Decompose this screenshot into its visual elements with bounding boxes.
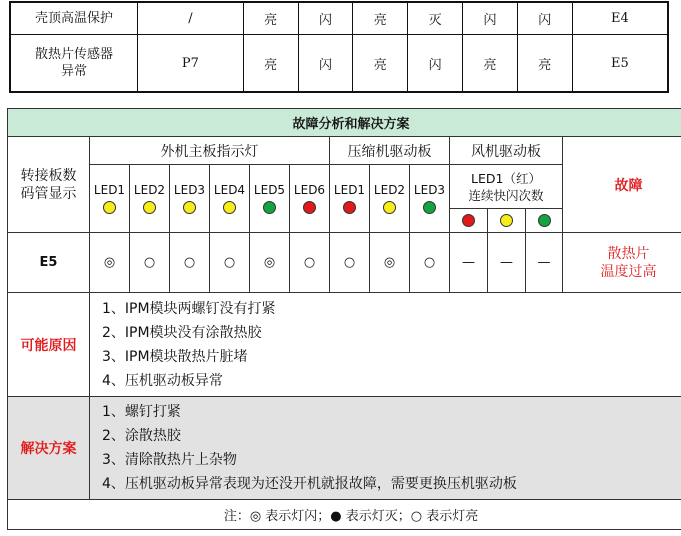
table-cell: 亮 [353,35,408,92]
led-label: LED1 [93,182,126,197]
led-state: ○ [330,233,370,293]
led-indicator-icon [303,201,316,214]
table-cell: 闪 [298,35,353,92]
led-state: ○ [170,233,210,293]
fan-led-header [450,165,563,209]
display-header-line: 转接板数 [20,167,77,184]
fault-analysis-table [7,108,681,530]
table-cell: 闪 [408,35,463,92]
led-indicator-icon [423,201,436,214]
led-cell [370,165,410,233]
fan-led-header-line: LED1（红） [471,170,541,186]
led-state: ◎ [370,233,410,293]
led-label: LED4 [213,182,246,197]
led-state: ◎ [90,233,130,293]
led-indicator-icon [538,214,551,227]
table-row [10,2,668,35]
table-title: 故障分析和解决方案 [8,109,681,137]
solutions-row [8,396,681,499]
led-indicator-icon [143,201,156,214]
solutions-list [90,396,681,499]
led-indicator-icon [103,201,116,214]
table-cell: 灭 [408,2,463,35]
led-label: LED2 [373,182,406,197]
state-row [8,233,681,293]
fault-header: 故障 [563,137,681,233]
led-indicator-icon [343,201,356,214]
led-state: ○ [210,233,250,293]
list-item: 2、涂散热胶 [102,427,181,444]
list-item: 2、IPM模块没有涂散热胶 [102,324,262,341]
fault-code: E5 [8,233,90,293]
led-cell [130,165,170,233]
fault-description-line: 温度过高 [600,263,657,280]
solutions-label: 解决方案 [8,396,90,499]
led-label: LED5 [253,182,286,197]
table-cell: 亮 [517,35,572,92]
list-item: 3、清除散热片上杂物 [102,451,237,468]
table-cell: 亮 [243,35,298,92]
led-state: ○ [290,233,330,293]
list-item: 1、螺钉打紧 [102,403,181,420]
led-indicator-icon [462,214,475,227]
table-cell: P7 [138,35,244,92]
table-cell: 亮 [353,2,408,35]
row-label [10,35,138,92]
table-cell: E4 [572,2,668,35]
led-indicator-icon [263,201,276,214]
row-label-line: 异常 [61,64,88,80]
table-cell: 闪 [298,2,353,35]
compressor-header: 压缩机驱动板 [330,137,450,165]
table-cell: E5 [572,35,668,92]
led-cell [210,165,250,233]
led-label: LED2 [133,182,166,197]
fan-led-cell [488,209,526,233]
list-item: 1、IPM模块两螺钉没有打紧 [102,300,276,317]
led-state: — [450,233,488,293]
causes-list [90,293,681,396]
note-row [8,499,681,529]
led-indicator-icon [383,201,396,214]
row-label-line: 散热片传感器 [35,47,114,63]
group-header-row [8,137,681,165]
led-state: ○ [410,233,450,293]
legend-note: 注：◎ 表示灯闪；● 表示灯灭；○ 表示灯亮 [8,499,681,529]
fan-led-cell [526,209,563,233]
title-row [8,109,681,137]
table-cell: 闪 [463,2,518,35]
outdoor-main-header: 外机主板指示灯 [90,137,330,165]
list-item: 4、压机驱动板异常 [102,372,223,389]
led-state: ○ [130,233,170,293]
display-header-line: 码管显示 [20,185,77,202]
row-label: 壳顶高温保护 [10,2,138,35]
table-cell: 亮 [463,35,518,92]
causes-label: 可能原因 [8,293,90,396]
fan-header: 风机驱动板 [450,137,563,165]
fault-description [563,233,681,293]
led-cell [330,165,370,233]
list-item: 4、压机驱动板异常表现为还没开机就报故障，需要更换压机驱动板 [102,475,517,492]
led-cell [170,165,210,233]
led-cell [410,165,450,233]
led-label: LED6 [293,182,326,197]
causes-row [8,293,681,396]
led-state: — [526,233,563,293]
fan-led-cell [450,209,488,233]
led-indicator-icon [223,201,236,214]
table-cell: / [138,2,244,35]
led-state: — [488,233,526,293]
table-cell: 亮 [243,2,298,35]
led-label: LED3 [413,182,446,197]
reference-table [9,1,669,93]
led-label: LED3 [173,182,206,197]
led-indicator-icon [500,214,513,227]
display-header [8,137,90,233]
table-row [10,35,668,92]
list-item: 3、IPM模块散热片脏堵 [102,348,248,365]
led-cell [90,165,130,233]
table-cell: 闪 [517,2,572,35]
led-cell [250,165,290,233]
fan-led-header-line: 连续快闪次数 [468,187,544,203]
led-indicator-icon [183,201,196,214]
led-cell [290,165,330,233]
led-state: ◎ [250,233,290,293]
led-label: LED1 [333,182,366,197]
fault-description-line: 散热片 [607,245,650,262]
